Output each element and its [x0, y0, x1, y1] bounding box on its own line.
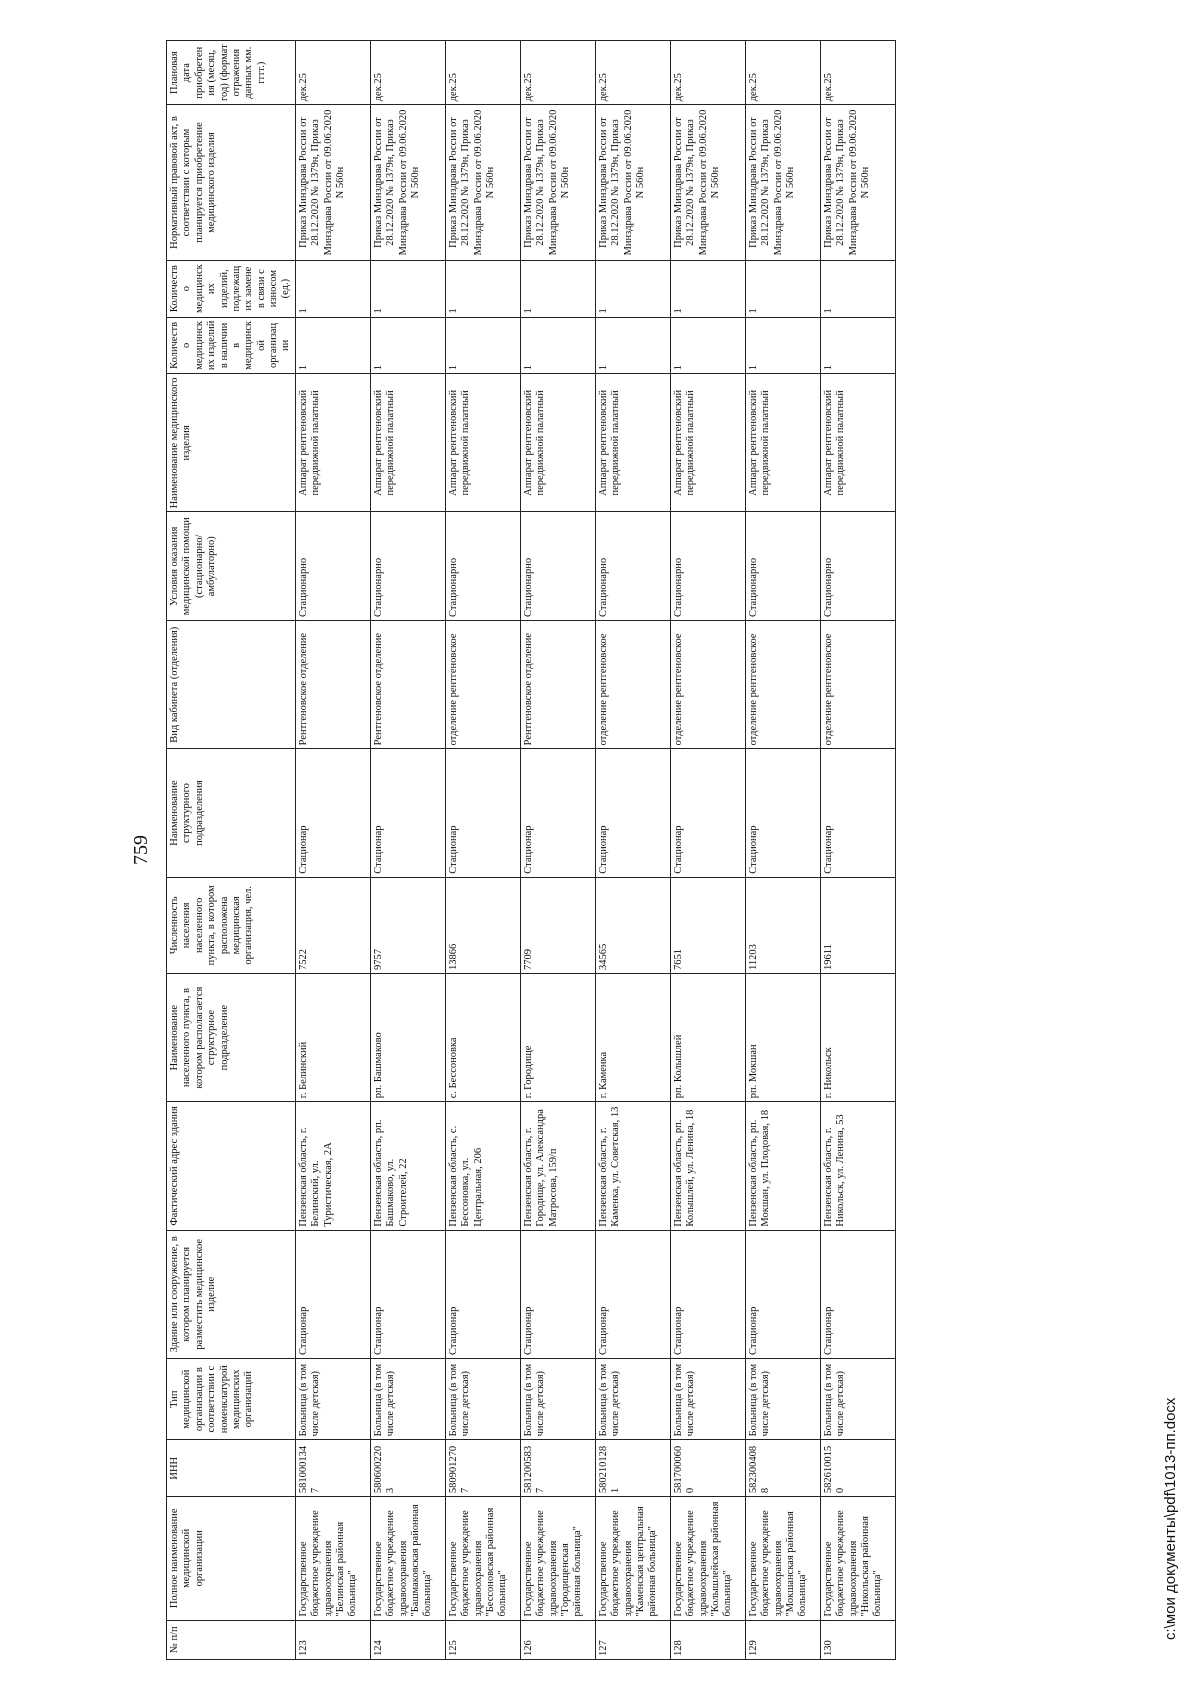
table-cell-device: Аппарат рентгеновский передвижной палатный [370, 374, 445, 512]
table-cell-cab: отделение рентгеновское [745, 621, 820, 749]
table-cell-unit: Стационар [370, 749, 445, 877]
table-cell-unit: Стационар [820, 749, 895, 877]
table-cell-bldg: Стационар [520, 1230, 595, 1358]
equipment-table [166, 40, 896, 1660]
table-cell-cab: Рентгеновское отделение [295, 621, 370, 749]
table-cell-org: Государственное бюджетное учреждение здравоохранения "Колышлейская районная больница" [670, 1497, 745, 1620]
document-page [130, 40, 1190, 1660]
table-cell-locality: г. Каменка [595, 973, 670, 1101]
table-cell-n: 128 [670, 1620, 745, 1659]
table-cell-addr: Пензенская область, г. Городище, ул. Александра Матросова, 159/п [520, 1102, 595, 1230]
table-cell-addr: Пензенская область, рп. Мокшан, ул. Плодовая, 18 [745, 1102, 820, 1230]
table-cell-repl: 1 [445, 260, 520, 317]
table-cell-inn: 5809012707 [445, 1440, 520, 1497]
column-header: Нормативный правовой акт, в соответствии с которым планируется приобретение медицинского изделия [167, 105, 296, 260]
column-header: Количество медицинских изделий, подлежащих замене в связи с износом (ед.) [167, 260, 296, 317]
table-cell-law: Приказ Минздрава России от 28.12.2020 № 1379н, Приказ Минздрава России от 09.06.2020 N 560н [670, 105, 745, 260]
table-cell-date: дек.25 [295, 41, 370, 105]
table-cell-cab: отделение рентгеновское [670, 621, 745, 749]
table-cell-bldg: Стационар [595, 1230, 670, 1358]
table-cell-have: 1 [295, 317, 370, 374]
table-cell-have: 1 [820, 317, 895, 374]
table-cell-repl: 1 [370, 260, 445, 317]
table-cell-device: Аппарат рентгеновский передвижной палатный [295, 374, 370, 512]
column-header: Здание или сооружение, в котором планируется разместить медицинское изделие [167, 1230, 296, 1358]
table-cell-inn: 5810001347 [295, 1440, 370, 1497]
table-cell-device: Аппарат рентгеновский передвижной палатный [670, 374, 745, 512]
table-cell-date: дек.25 [820, 41, 895, 105]
table-cell-have: 1 [745, 317, 820, 374]
table-cell-n: 127 [595, 1620, 670, 1659]
table-cell-cond: Стационарно [820, 512, 895, 621]
table-cell-cond: Стационарно [370, 512, 445, 621]
table-cell-addr: Пензенская область, г. Каменка, ул. Советская, 13 [595, 1102, 670, 1230]
table-cell-locality: г. Городище [520, 973, 595, 1101]
column-header: ИНН [167, 1440, 296, 1497]
table-cell-locality: рп. Колышлей [670, 973, 745, 1101]
file-path-footer: c:\мои документы\pdf\1013-пп.docx [1162, 1397, 1179, 1640]
table-cell-type: Больница (в том числе детская) [670, 1358, 745, 1439]
table-cell-have: 1 [670, 317, 745, 374]
page-number: 759 [130, 835, 152, 865]
table-cell-cab: отделение рентгеновское [820, 621, 895, 749]
table-cell-addr: Пензенская область, рп. Башмаково, ул. Строителей, 22 [370, 1102, 445, 1230]
table-cell-law: Приказ Минздрава России от 28.12.2020 № 1379н, Приказ Минздрава России от 09.06.2020 N 560н [370, 105, 445, 260]
table-cell-repl: 1 [745, 260, 820, 317]
table-cell-have: 1 [370, 317, 445, 374]
table-cell-repl: 1 [295, 260, 370, 317]
table-cell-device: Аппарат рентгеновский передвижной палатный [820, 374, 895, 512]
column-header: Наименование населенного пункта, в котором располагается структурное подразделение [167, 973, 296, 1101]
table-cell-law: Приказ Минздрава России от 28.12.2020 № 1379н, Приказ Минздрава России от 09.06.2020 N 560н [820, 105, 895, 260]
table-cell-date: дек.25 [445, 41, 520, 105]
column-header: Наименование структурного подразделения [167, 749, 296, 877]
table-cell-law: Приказ Минздрава России от 28.12.2020 № 1379н, Приказ Минздрава России от 09.06.2020 N 560н [520, 105, 595, 260]
table-cell-pop: 7522 [295, 877, 370, 973]
table-cell-law: Приказ Минздрава России от 28.12.2020 № 1379н, Приказ Минздрава России от 09.06.2020 N 560н [295, 105, 370, 260]
table-cell-type: Больница (в том числе детская) [595, 1358, 670, 1439]
table-cell-locality: рп. Башмаково [370, 973, 445, 1101]
table-cell-inn: 5817000600 [670, 1440, 745, 1497]
table-cell-bldg: Стационар [820, 1230, 895, 1358]
table-cell-pop: 7709 [520, 877, 595, 973]
table-cell-pop: 9757 [370, 877, 445, 973]
table-cell-unit: Стационар [745, 749, 820, 877]
column-header: Плановая дата приобретения (месяц, год) (формат отражения данных мм. гггг.) [167, 41, 296, 105]
table-cell-cond: Стационарно [295, 512, 370, 621]
table-cell-type: Больница (в том числе детская) [520, 1358, 595, 1439]
table-cell-device: Аппарат рентгеновский передвижной палатный [745, 374, 820, 512]
table-cell-pop: 11203 [745, 877, 820, 973]
column-header: Вид кабинета (отделения) [167, 621, 296, 749]
table-cell-type: Больница (в том числе детская) [745, 1358, 820, 1439]
table-cell-date: дек.25 [520, 41, 595, 105]
table-cell-bldg: Стационар [745, 1230, 820, 1358]
column-header: Наименование медицинского изделия [167, 374, 296, 512]
table-cell-inn: 5806002203 [370, 1440, 445, 1497]
table-cell-addr: Пензенская область, г. Никольск, ул. Ленина, 53 [820, 1102, 895, 1230]
table-cell-org: Государственное бюджетное учреждение здравоохранения "Городищенская районная больница" [520, 1497, 595, 1620]
table-cell-unit: Стационар [295, 749, 370, 877]
table-cell-bldg: Стационар [445, 1230, 520, 1358]
table-cell-bldg: Стационар [295, 1230, 370, 1358]
table-cell-cab: отделение рентгеновское [595, 621, 670, 749]
table-cell-cab: отделение рентгеновское [445, 621, 520, 749]
table-cell-pop: 19611 [820, 877, 895, 973]
column-header: Условия оказания медицинской помощи (стационарно/амбулаторно) [167, 512, 296, 621]
table-cell-addr: Пензенская область, г. Белинский, ул. Туристическая, 2А [295, 1102, 370, 1230]
table-cell-cond: Стационарно [670, 512, 745, 621]
table-cell-addr: Пензенская область, рп. Колышлей, ул. Ленина, 18 [670, 1102, 745, 1230]
table-cell-n: 123 [295, 1620, 370, 1659]
table-cell-n: 125 [445, 1620, 520, 1659]
table-row [370, 41, 445, 1660]
table-cell-pop: 34565 [595, 877, 670, 973]
table-cell-inn: 5823004088 [745, 1440, 820, 1497]
table-cell-device: Аппарат рентгеновский передвижной палатный [445, 374, 520, 512]
table-cell-unit: Стационар [670, 749, 745, 877]
table-cell-type: Больница (в том числе детская) [820, 1358, 895, 1439]
table-cell-unit: Стационар [445, 749, 520, 877]
table-cell-repl: 1 [670, 260, 745, 317]
table-cell-inn: 5802101281 [595, 1440, 670, 1497]
table-cell-type: Больница (в том числе детская) [295, 1358, 370, 1439]
table-cell-pop: 13866 [445, 877, 520, 973]
table-cell-inn: 5826100150 [820, 1440, 895, 1497]
table-cell-date: дек.25 [370, 41, 445, 105]
table-cell-repl: 1 [820, 260, 895, 317]
table-cell-device: Аппарат рентгеновский передвижной палатный [595, 374, 670, 512]
table-header-row [167, 41, 296, 1660]
table-cell-date: дек.25 [670, 41, 745, 105]
table-cell-org: Государственное бюджетное учреждение здравоохранения "Каменская центральная районная больница" [595, 1497, 670, 1620]
table-cell-locality: г. Никольск [820, 973, 895, 1101]
table-cell-pop: 7651 [670, 877, 745, 973]
table-row [820, 41, 895, 1660]
table-row [595, 41, 670, 1660]
table-row [295, 41, 370, 1660]
column-header: Фактический адрес здания [167, 1102, 296, 1230]
table-cell-inn: 5812005837 [520, 1440, 595, 1497]
table-row [520, 41, 595, 1660]
table-cell-bldg: Стационар [370, 1230, 445, 1358]
table-cell-have: 1 [520, 317, 595, 374]
table-cell-locality: с. Бессоновка [445, 973, 520, 1101]
table-cell-n: 124 [370, 1620, 445, 1659]
table-cell-date: дек.25 [595, 41, 670, 105]
table-cell-addr: Пензенская область, с. Бессоновка, ул. Центральная, 206 [445, 1102, 520, 1230]
table-cell-law: Приказ Минздрава России от 28.12.2020 № 1379н, Приказ Минздрава России от 09.06.2020 N 560н [745, 105, 820, 260]
table-cell-cond: Стационарно [745, 512, 820, 621]
table-cell-unit: Стационар [520, 749, 595, 877]
table-cell-type: Больница (в том числе детская) [445, 1358, 520, 1439]
column-header: Тип медицинской организации в соответствии с номенклатурой медицинских организаций [167, 1358, 296, 1439]
table-cell-org: Государственное бюджетное учреждение здравоохранения "Никольская районная больница" [820, 1497, 895, 1620]
table-row [445, 41, 520, 1660]
column-header: Полное наименование медицинской организации [167, 1497, 296, 1620]
table-cell-cond: Стационарно [445, 512, 520, 621]
table-cell-org: Государственное бюджетное учреждение здравоохранения "Белинская районная больница" [295, 1497, 370, 1620]
table-cell-unit: Стационар [595, 749, 670, 877]
table-cell-org: Государственное бюджетное учреждение здравоохранения "Бессоновская районная больница" [445, 1497, 520, 1620]
table-cell-law: Приказ Минздрава России от 28.12.2020 № 1379н, Приказ Минздрава России от 09.06.2020 N 560н [445, 105, 520, 260]
table-cell-bldg: Стационар [670, 1230, 745, 1358]
table-cell-repl: 1 [520, 260, 595, 317]
table-cell-locality: г. Белинский [295, 973, 370, 1101]
table-cell-cond: Стационарно [595, 512, 670, 621]
table-cell-cond: Стационарно [520, 512, 595, 621]
table-cell-law: Приказ Минздрава России от 28.12.2020 № 1379н, Приказ Минздрава России от 09.06.2020 N 560н [595, 105, 670, 260]
table-cell-n: 130 [820, 1620, 895, 1659]
table-row [745, 41, 820, 1660]
table-cell-n: 126 [520, 1620, 595, 1659]
table-cell-date: дек.25 [745, 41, 820, 105]
column-header: № п/п [167, 1620, 296, 1659]
table-cell-type: Больница (в том числе детская) [370, 1358, 445, 1439]
table-cell-locality: рп. Мокшан [745, 973, 820, 1101]
column-header: Количество медицинских изделий в наличии в медицинской организации [167, 317, 296, 374]
table-cell-cab: Рентгеновское отделение [370, 621, 445, 749]
column-header: Численность населения населенного пункта, в котором расположена медицинская организация, чел. [167, 877, 296, 973]
table-cell-org: Государственное бюджетное учреждение здравоохранения "Мокшанская районная больница" [745, 1497, 820, 1620]
table-row [670, 41, 745, 1660]
table-cell-repl: 1 [595, 260, 670, 317]
table-cell-n: 129 [745, 1620, 820, 1659]
table-cell-cab: Рентгеновское отделение [520, 621, 595, 749]
table-cell-org: Государственное бюджетное учреждение здравоохранения "Башмаковская районная больница" [370, 1497, 445, 1620]
table-cell-have: 1 [595, 317, 670, 374]
table-cell-device: Аппарат рентгеновский передвижной палатный [520, 374, 595, 512]
table-cell-have: 1 [445, 317, 520, 374]
